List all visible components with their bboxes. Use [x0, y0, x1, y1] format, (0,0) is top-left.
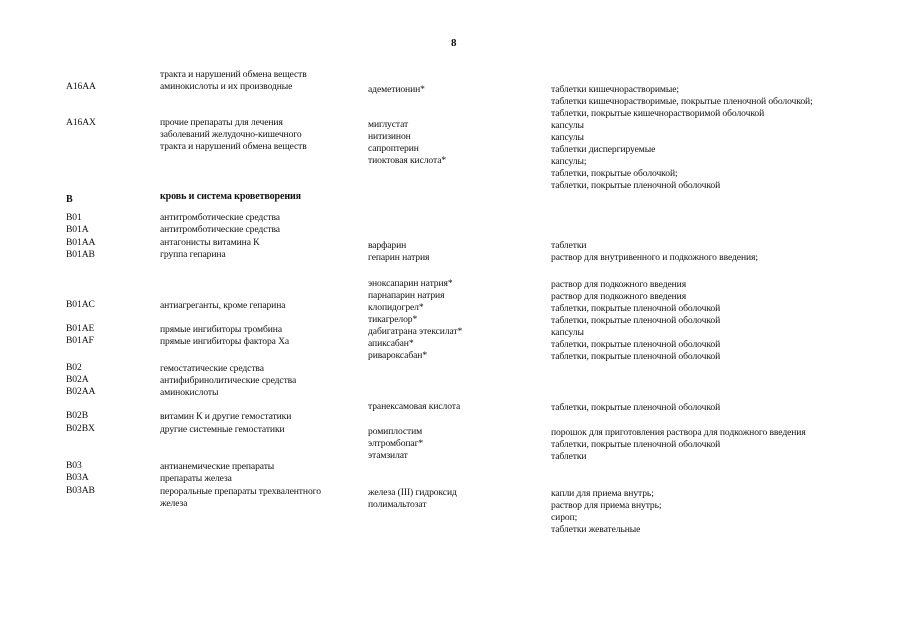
- atc-code: B03: [66, 460, 82, 471]
- atc-description: гемостатические средства: [160, 363, 264, 374]
- dosage-form: раствор для внутривенного и подкожного введения;: [551, 252, 758, 263]
- dosage-form: таблетки диспергируемые: [551, 144, 656, 155]
- dosage-form: таблетки, покрытые пленочной оболочкой: [551, 180, 721, 191]
- atc-code: B02BX: [66, 423, 95, 434]
- drug-name: варфарин: [368, 240, 407, 251]
- atc-description: антианемические препараты: [160, 461, 275, 472]
- atc-code: B03AB: [66, 485, 95, 496]
- dosage-form: капсулы;: [551, 156, 587, 167]
- dosage-form: таблетки, покрытые кишечнорастворимой оболочкой: [551, 108, 765, 119]
- atc-description: антитромботические средства: [160, 224, 280, 235]
- drug-name: гепарин натрия: [368, 252, 430, 263]
- dosage-form: капсулы: [551, 120, 584, 131]
- drug-name: ривароксабан*: [368, 350, 428, 361]
- drug-name: этамзилат: [368, 450, 408, 461]
- drug-name: тикагрелор*: [368, 314, 418, 325]
- dosage-form: таблетки, покрытые пленочной оболочкой: [551, 351, 721, 362]
- atc-description: антагонисты витамина К: [160, 237, 260, 248]
- page-number: 8: [451, 37, 457, 49]
- drug-name: парнапарин натрия: [368, 290, 445, 301]
- atc-description: другие системные гемостатики: [160, 424, 285, 435]
- atc-code: B02AA: [66, 386, 96, 397]
- atc-description: прочие препараты для лечения: [160, 117, 283, 128]
- dosage-form: таблетки, покрытые пленочной оболочкой: [551, 339, 721, 350]
- dosage-form: таблетки: [551, 451, 587, 462]
- drug-name: нитизинон: [368, 131, 411, 142]
- atc-description: железа: [160, 498, 188, 509]
- drug-name: железа (III) гидроксид: [368, 487, 457, 498]
- dosage-form: таблетки кишечнорастворимые, покрытые пленочной оболочкой;: [551, 96, 813, 107]
- dosage-form: капсулы: [551, 132, 584, 143]
- dosage-form: таблетки: [551, 240, 587, 251]
- atc-code: B01: [66, 212, 82, 223]
- dosage-form: таблетки, покрытые пленочной оболочкой: [551, 303, 721, 314]
- atc-description: тракта и нарушений обмена веществ: [160, 141, 307, 152]
- dosage-form: таблетки, покрытые оболочкой;: [551, 168, 678, 179]
- drug-name: ромиплостим: [368, 426, 423, 437]
- drug-name: эноксапарин натрия*: [368, 278, 453, 289]
- dosage-form: таблетки жевательные: [551, 524, 641, 535]
- atc-description: группа гепарина: [160, 249, 226, 260]
- drug-name: элтромбопаг*: [368, 438, 424, 449]
- drug-name: полимальтозат: [368, 499, 427, 510]
- dosage-form: таблетки, покрытые пленочной оболочкой: [551, 439, 721, 450]
- drug-name: сапроптерин: [368, 143, 419, 154]
- drug-name: миглустат: [368, 119, 409, 130]
- atc-description: аминокислоты и их производные: [160, 81, 293, 92]
- atc-code: B03A: [66, 472, 89, 483]
- atc-description: тракта и нарушений обмена веществ: [160, 69, 307, 80]
- atc-description: антифибринолитические средства: [160, 375, 297, 386]
- dosage-form: раствор для приема внутрь;: [551, 500, 662, 511]
- atc-code: B01AF: [66, 335, 94, 346]
- atc-code: B02A: [66, 374, 89, 385]
- drug-name: тиоктовая кислота*: [368, 155, 447, 166]
- atc-code: B02: [66, 362, 82, 373]
- dosage-form: таблетки, покрытые пленочной оболочкой: [551, 402, 721, 413]
- atc-code: B01AA: [66, 237, 96, 248]
- dosage-form: сироп;: [551, 512, 578, 523]
- dosage-form: капли для приема внутрь;: [551, 488, 654, 499]
- atc-description: пероральные препараты трехвалентного: [160, 486, 321, 497]
- drug-name: транексамовая кислота: [368, 401, 461, 412]
- atc-description: заболеваний желудочно-кишечного: [160, 129, 302, 140]
- atc-code: A16AX: [66, 117, 96, 128]
- dosage-form: порошок для приготовления раствора для подкожного введения: [551, 427, 806, 438]
- atc-code: B01A: [66, 224, 89, 235]
- dosage-form: раствор для подкожного введения: [551, 291, 687, 302]
- atc-description: прямые ингибиторы фактора Ха: [160, 336, 290, 347]
- dosage-form: таблетки, покрытые пленочной оболочкой: [551, 315, 721, 326]
- atc-description: антитромботические средства: [160, 212, 280, 223]
- dosage-form: раствор для подкожного введения: [551, 279, 687, 290]
- atc-description: кровь и система кроветворения: [160, 191, 301, 202]
- atc-code: B01AC: [66, 299, 95, 310]
- atc-code: B: [66, 194, 73, 205]
- drug-name: клопидогрел*: [368, 302, 424, 313]
- atc-description: витамин К и другие гемостатики: [160, 411, 292, 422]
- atc-code: B01AE: [66, 323, 95, 334]
- drug-name: дабигатрана этексилат*: [368, 326, 463, 337]
- atc-description: прямые ингибиторы тромбина: [160, 324, 282, 335]
- drug-name: адеметионин*: [368, 84, 425, 95]
- dosage-form: капсулы: [551, 327, 584, 338]
- atc-description: препараты железа: [160, 473, 232, 484]
- atc-code: B01AB: [66, 249, 95, 260]
- atc-description: аминокислоты: [160, 387, 219, 398]
- atc-description: антиагреганты, кроме гепарина: [160, 300, 286, 311]
- dosage-form: таблетки кишечнорастворимые;: [551, 84, 679, 95]
- atc-code: A16AA: [66, 81, 96, 92]
- atc-code: B02B: [66, 410, 88, 421]
- drug-name: апиксабан*: [368, 338, 414, 349]
